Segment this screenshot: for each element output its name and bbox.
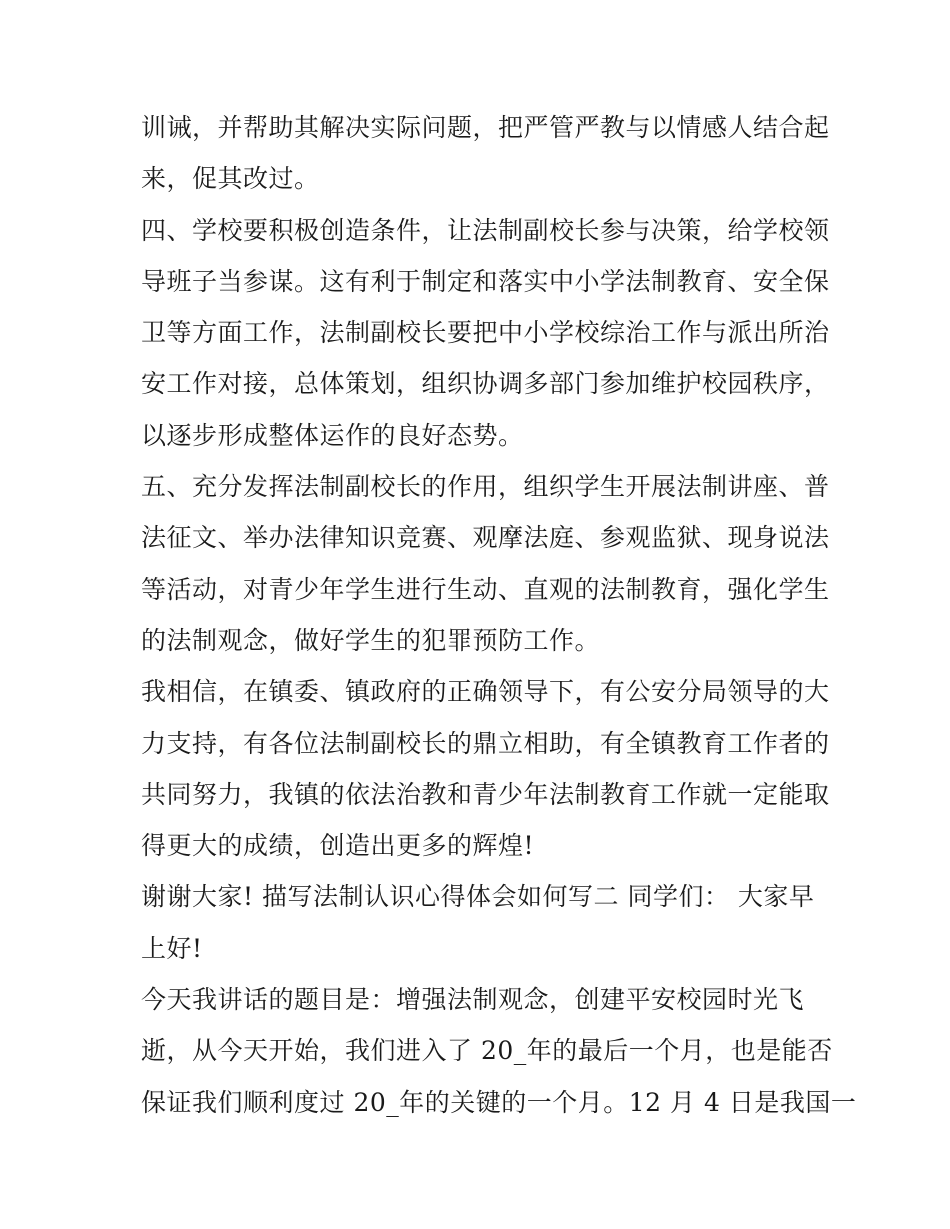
- text-line: 今天我讲话的题目是：增强法制观念，创建平安校园时光飞: [141, 985, 805, 1015]
- text-line: 来，促其改过。: [141, 164, 320, 194]
- text-line: 上好!: [141, 933, 203, 963]
- text-line: 保证我们顺利度过 20_年的关键的一个月。12 月 4 日是我国一: [141, 1087, 857, 1117]
- document-text: [141, 102, 857, 1128]
- text-line: 谢谢大家! 描写法制认识心得体会如何写二 同学们： 大家早: [141, 882, 815, 912]
- text-line: 的法制观念，做好学生的犯罪预防工作。: [141, 625, 601, 655]
- text-line: 得更大的成绩，创造出更多的辉煌!: [141, 831, 535, 861]
- text-line: 共同努力，我镇的依法治教和青少年法制教育工作就一定能取: [141, 779, 830, 809]
- text-line: 等活动，对青少年学生进行生动、直观的法制教育，强化学生: [141, 574, 830, 604]
- text-line: 四、学校要积极创造条件，让法制副校长参与决策，给学校领: [141, 215, 830, 245]
- text-line: 卫等方面工作，法制副校长要把中小学校综治工作与派出所治: [141, 318, 830, 348]
- text-line: 以逐步形成整体运作的良好态势。: [141, 420, 524, 450]
- text-line: 逝，从今天开始，我们进入了 20_年的最后一个月，也是能否: [141, 1036, 833, 1066]
- text-line: 训诫，并帮助其解决实际问题，把严管严教与以情感人结合起: [141, 113, 830, 142]
- text-line: 五、充分发挥法制副校长的作用，组织学生开展法制讲座、普: [141, 472, 830, 502]
- text-line: 法征文、举办法律知识竞赛、观摩法庭、参观监狱、现身说法: [141, 523, 830, 553]
- text-line: 我相信，在镇委、镇政府的正确领导下，有公安分局领导的大: [141, 677, 830, 707]
- text-line: 导班子当参谋。这有利于制定和落实中小学法制教育、安全保: [141, 266, 830, 296]
- text-line: 力支持，有各位法制副校长的鼎立相助，有全镇教育工作者的: [141, 728, 830, 758]
- text-line: 安工作对接，总体策划，组织协调多部门参加维护校园秩序，: [141, 369, 830, 399]
